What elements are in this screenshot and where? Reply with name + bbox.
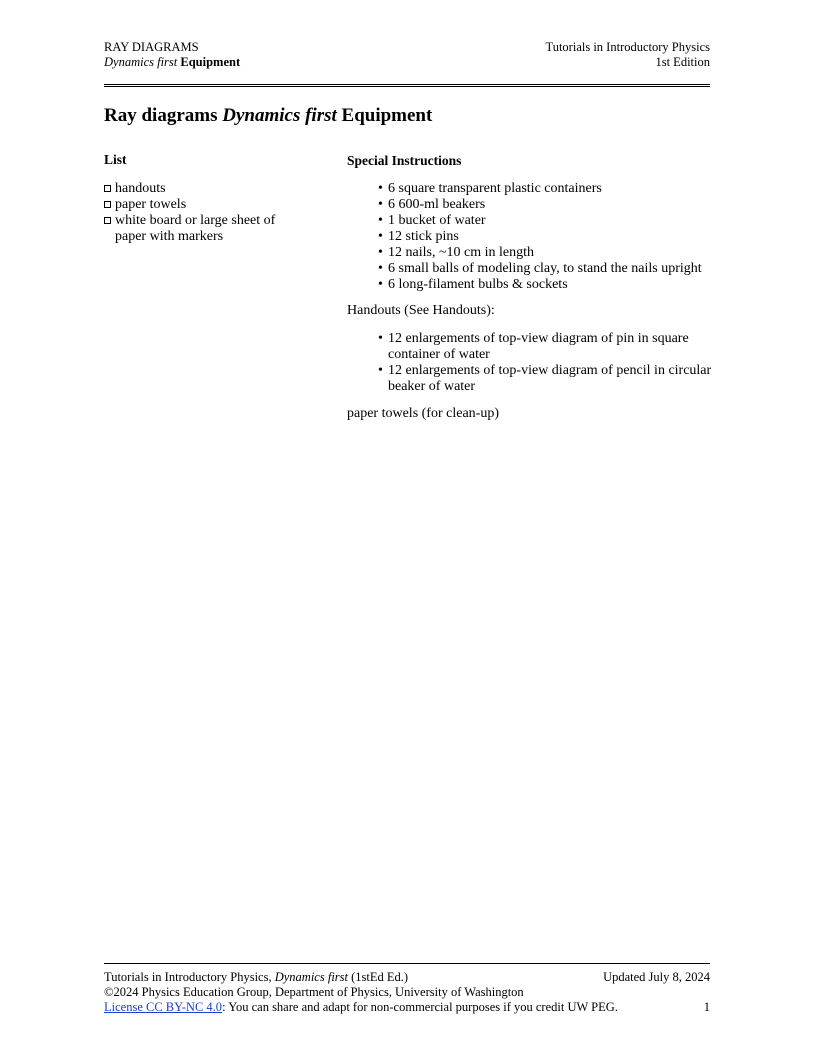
list-item <box>377 245 712 261</box>
title-part2: Dynamics first <box>222 105 337 126</box>
list-item <box>377 277 712 293</box>
special-instructions-column <box>347 152 712 422</box>
footer-row-license <box>104 1000 710 1015</box>
footer-copyright: ©2024 Physics Education Group, Department of Physics, University of Washington <box>104 985 524 999</box>
list-item <box>104 197 304 213</box>
towels-note: paper towels (for clean-up) <box>347 406 499 421</box>
bullet-icon: • <box>378 197 383 212</box>
list-item-label: 12 enlargements of top-view diagram of pencil in circular beaker of water <box>388 363 712 394</box>
list-item-label: 6 600-ml beakers <box>388 197 486 212</box>
header-topic: RAY DIAGRAMS <box>104 40 199 54</box>
bullet-icon: • <box>378 363 383 378</box>
list-item <box>377 197 712 213</box>
list-item-label: 6 small balls of modeling clay, to stand the nails upright <box>388 261 702 276</box>
bullet-icon: • <box>378 229 383 244</box>
bullet-icon: • <box>378 181 383 196</box>
list-item <box>377 363 712 395</box>
header-subtitle-bold: Equipment <box>180 55 241 69</box>
special-items-list <box>347 181 712 293</box>
list-item-label: handouts <box>115 181 166 196</box>
list-item-label: 12 nails, ~10 cm in length <box>388 245 535 260</box>
header-edition: 1st Edition <box>655 55 710 69</box>
footer-book-italic: Dynamics first <box>274 970 348 984</box>
list-heading: List <box>104 152 127 167</box>
title-part1: Ray diagrams <box>104 105 218 126</box>
bullet-icon: • <box>378 245 383 260</box>
list-item-label: 6 long-filament bulbs & sockets <box>388 277 568 292</box>
header-rule-bottom <box>104 86 710 87</box>
list-item <box>377 213 712 229</box>
footer-row-book <box>104 970 710 985</box>
list-item <box>377 331 712 363</box>
license-link[interactable]: License CC BY-NC 4.0 <box>104 1000 223 1014</box>
list-item-label: 12 stick pins <box>388 229 459 244</box>
handout-items-list <box>347 331 712 395</box>
header-book: Tutorials in Introductory Physics <box>545 40 710 54</box>
license-text: : You can share and adapt for non-commercial purposes if you credit UW PEG. <box>222 1000 618 1014</box>
list-item-label: paper towels <box>115 197 187 212</box>
bullet-icon: • <box>378 277 383 292</box>
title-part3: Equipment <box>341 105 433 126</box>
list-item <box>377 261 712 277</box>
footer-book-suffix: (1stEd Ed.) <box>348 970 409 984</box>
header-right <box>546 40 710 70</box>
header-subtitle-italic: Dynamics first <box>104 55 178 69</box>
bullet-icon: • <box>378 331 383 346</box>
checkbox-icon <box>104 217 111 224</box>
header-left <box>104 40 240 70</box>
page-footer <box>104 970 710 1015</box>
list-item-label: 1 bucket of water <box>388 213 486 228</box>
list-item <box>104 213 304 245</box>
page-number: 1 <box>703 1000 710 1014</box>
handouts-label: Handouts (See Handouts): <box>347 303 495 318</box>
header-subtitle <box>104 55 240 70</box>
footer-updated: Updated July 8, 2024 <box>603 970 710 984</box>
page-title <box>104 104 432 128</box>
special-heading: Special Instructions <box>347 153 462 168</box>
list-item <box>104 181 304 197</box>
footer-book-prefix: Tutorials in Introductory Physics, <box>104 970 275 984</box>
equipment-checklist <box>104 181 304 245</box>
list-item-label: white board or large sheet of paper with markers <box>115 213 276 244</box>
footer-rule <box>104 963 710 964</box>
checkbox-icon <box>104 185 111 192</box>
list-item-label: 6 square transparent plastic containers <box>388 181 602 196</box>
header-rule-top <box>104 84 710 85</box>
checkbox-icon <box>104 201 111 208</box>
list-item <box>377 229 712 245</box>
bullet-icon: • <box>378 261 383 276</box>
bullet-icon: • <box>378 213 383 228</box>
list-item <box>377 181 712 197</box>
equipment-list-column <box>104 151 304 245</box>
list-item-label: 12 enlargements of top-view diagram of pin in square container of water <box>388 331 689 362</box>
